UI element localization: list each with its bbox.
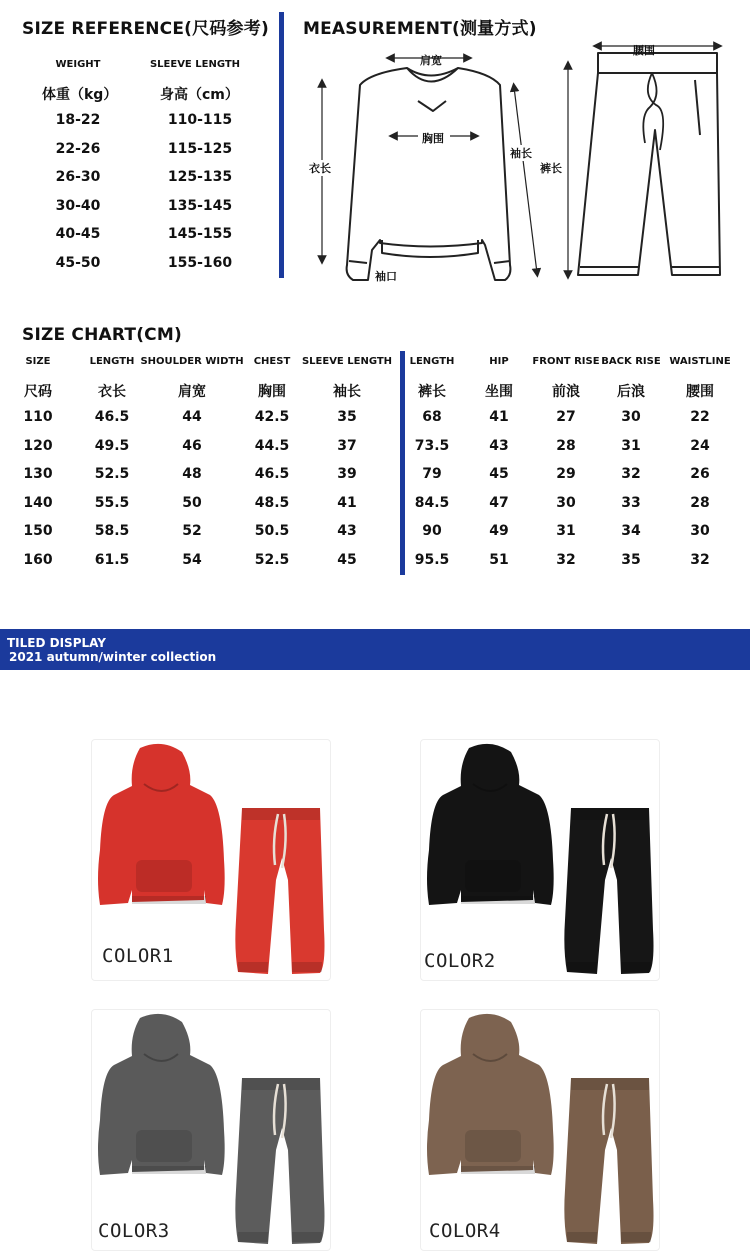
chart-cell: 31 <box>556 523 576 540</box>
label-waist: 腰围 <box>633 44 655 57</box>
chart-cell: 44 <box>182 409 202 425</box>
chart-cell: 140 <box>23 494 53 511</box>
chart-cell: 52 <box>182 523 202 540</box>
pants-shape <box>235 808 324 974</box>
label-cuff: 袖口 <box>375 270 397 283</box>
color-label: COLOR1 <box>102 945 174 967</box>
color-label: COLOR3 <box>98 1220 170 1242</box>
chart-cell: 32 <box>621 466 641 483</box>
chart-header-en: SLEEVE LENGTH <box>301 356 393 367</box>
product-image <box>92 740 330 980</box>
chart-cell: 41 <box>489 409 509 425</box>
chart-cell: 33 <box>621 494 641 511</box>
color-card[interactable] <box>91 1009 331 1251</box>
chart-header-cn: 胸围 <box>258 384 286 400</box>
chart-header-en: LENGTH <box>409 356 455 367</box>
chart-cell: 47 <box>489 494 509 511</box>
chart-header-cn: 裤长 <box>418 384 446 400</box>
chart-cell: 42.5 <box>254 409 290 425</box>
chart-cell: 54 <box>182 552 202 568</box>
chart-cell: 84.5 <box>414 494 450 511</box>
chart-cell: 95.5 <box>414 552 450 568</box>
sweatshirt-outline <box>347 68 511 280</box>
chart-header-cn: 衣长 <box>98 384 126 400</box>
ref-height-cell: 115-125 <box>167 140 233 157</box>
chart-header-en: FRONT RISE <box>532 356 600 367</box>
chart-header-cn: 尺码 <box>24 384 52 400</box>
chart-header-cn: 肩宽 <box>178 384 206 400</box>
size-chart-title: SIZE CHART(CM) <box>22 325 182 345</box>
chart-cell: 45 <box>489 466 509 483</box>
color-label: COLOR4 <box>429 1220 501 1242</box>
chart-cell: 30 <box>621 409 641 425</box>
chart-cell: 79 <box>422 466 442 483</box>
label-sleeve: 袖长 <box>510 147 532 160</box>
label-pants-length: 裤长 <box>540 162 562 175</box>
ref-weight-cell: 40-45 <box>55 226 101 243</box>
chart-cell: 160 <box>23 552 53 568</box>
ref-height-cell: 145-155 <box>167 226 233 243</box>
chart-cell: 61.5 <box>94 552 130 568</box>
chart-cell: 120 <box>23 437 53 454</box>
chart-cell: 43 <box>489 437 509 454</box>
chart-header-cn: 前浪 <box>552 384 580 400</box>
chart-cell: 31 <box>621 437 641 454</box>
divider-bar <box>279 12 284 278</box>
chart-cell: 45 <box>337 552 357 568</box>
chart-cell: 37 <box>337 437 357 454</box>
ref-col1-en: WEIGHT <box>55 59 101 70</box>
chart-cell: 46 <box>182 437 202 454</box>
chart-cell: 90 <box>422 523 442 540</box>
chart-cell: 34 <box>621 523 641 540</box>
chart-cell: 50.5 <box>254 523 290 540</box>
ref-height-cell: 110-115 <box>167 112 233 128</box>
chart-cell: 110 <box>23 409 53 425</box>
chart-cell: 48 <box>182 466 202 483</box>
chart-cell: 32 <box>556 552 576 568</box>
chart-header-cn: 腰围 <box>686 384 714 400</box>
chart-cell: 26 <box>690 466 710 483</box>
chart-cell: 22 <box>690 409 710 425</box>
chart-cell: 43 <box>337 523 357 540</box>
ref-weight-cell: 18-22 <box>55 112 101 128</box>
chart-cell: 46.5 <box>94 409 130 425</box>
pants-shape <box>235 1078 324 1244</box>
chart-cell: 32 <box>690 552 710 568</box>
chart-cell: 46.5 <box>254 466 290 483</box>
color-label: COLOR2 <box>424 950 496 972</box>
ref-weight-cell: 30-40 <box>55 197 101 214</box>
chart-cell: 30 <box>690 523 710 540</box>
chart-header-cn: 坐围 <box>485 384 513 400</box>
chart-header-en: LENGTH <box>89 356 135 367</box>
chart-cell: 130 <box>23 466 53 483</box>
chart-header-en: HIP <box>489 356 509 367</box>
color-card[interactable] <box>420 739 660 981</box>
chart-cell: 68 <box>422 409 442 425</box>
chart-cell: 29 <box>556 466 576 483</box>
chart-cell: 49.5 <box>94 437 130 454</box>
chart-cell: 48.5 <box>254 494 290 511</box>
ref-weight-cell: 45-50 <box>55 255 101 271</box>
pants-shape <box>564 1078 653 1244</box>
ref-weight-cell: 26-30 <box>55 169 101 186</box>
pants-shape <box>564 808 653 974</box>
chart-header-en: SHOULDER WIDTH <box>140 356 244 367</box>
ref-height-cell: 125-135 <box>167 169 233 186</box>
tiled-display-banner <box>0 629 750 670</box>
chart-cell: 28 <box>690 494 710 511</box>
chart-cell: 73.5 <box>414 437 450 454</box>
chart-header-en: WAISTLINE <box>669 356 731 367</box>
tiled-display-title: TILED DISPLAY <box>7 636 106 650</box>
chart-cell: 39 <box>337 466 357 483</box>
ref-col2-cn: 身高（cm） <box>160 87 239 103</box>
product-image <box>421 740 659 980</box>
chart-cell: 28 <box>556 437 576 454</box>
hoodie-shape <box>98 1014 225 1175</box>
label-shoulder: 肩宽 <box>420 54 442 67</box>
ref-height-cell: 155-160 <box>167 255 233 271</box>
label-chest: 胸围 <box>422 132 444 145</box>
chart-cell: 52.5 <box>254 552 290 568</box>
chart-header-en: BACK RISE <box>601 356 661 367</box>
hoodie-shape <box>98 744 225 905</box>
chart-cell: 41 <box>337 494 357 511</box>
chart-cell: 51 <box>489 552 509 568</box>
chart-cell: 50 <box>182 494 202 511</box>
color-card[interactable] <box>91 739 331 981</box>
size-reference-title: SIZE REFERENCE(尺码参考) <box>22 19 269 39</box>
chart-cell: 55.5 <box>94 494 130 511</box>
chart-cell: 44.5 <box>254 437 290 454</box>
hoodie-shape <box>427 1014 554 1175</box>
chart-cell: 49 <box>489 523 509 540</box>
chart-cell: 27 <box>556 409 576 425</box>
chart-cell: 35 <box>621 552 641 568</box>
measurement-title: MEASUREMENT(测量方式) <box>303 19 537 39</box>
label-length: 衣长 <box>309 162 331 175</box>
chart-header-cn: 后浪 <box>617 384 645 400</box>
color-card[interactable] <box>420 1009 660 1251</box>
chart-divider-bar <box>400 351 405 575</box>
chart-cell: 52.5 <box>94 466 130 483</box>
product-image <box>92 1010 330 1250</box>
ref-col2-en: SLEEVE LENGTH <box>149 59 241 70</box>
chart-cell: 150 <box>23 523 53 540</box>
ref-col1-cn: 体重（kg） <box>42 87 118 103</box>
chart-header-en: CHEST <box>253 356 291 367</box>
ref-weight-cell: 22-26 <box>55 140 101 157</box>
chart-cell: 30 <box>556 494 576 511</box>
chart-header-cn: 袖长 <box>333 384 361 400</box>
chart-cell: 35 <box>337 409 357 425</box>
tiled-display-subtitle: 2021 autumn/winter collection <box>9 650 217 664</box>
ref-height-cell: 135-145 <box>167 197 233 214</box>
product-image <box>421 1010 659 1250</box>
chart-cell: 58.5 <box>94 523 130 540</box>
chart-header-en: SIZE <box>25 356 51 367</box>
chart-cell: 24 <box>690 437 710 454</box>
pants-outline <box>578 53 720 275</box>
hoodie-shape <box>427 744 554 905</box>
